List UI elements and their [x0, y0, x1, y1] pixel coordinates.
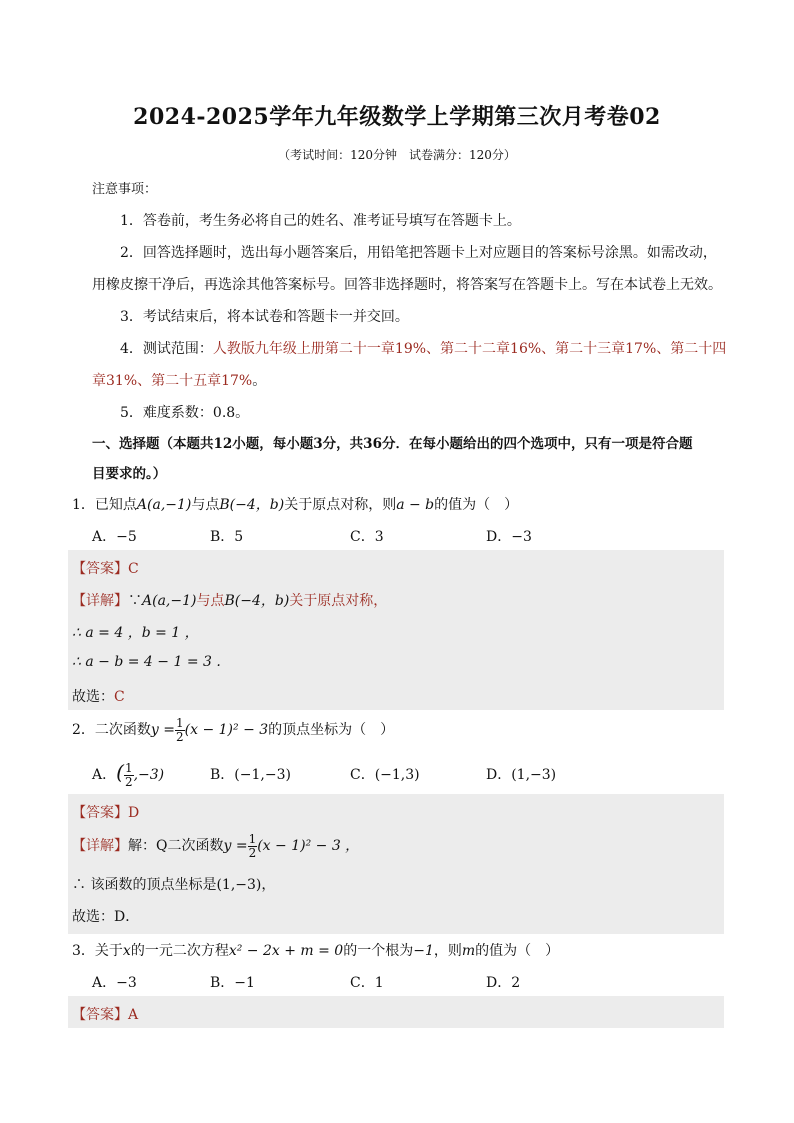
- q1-detail-point-a: A(a,−1): [142, 593, 197, 609]
- q1-stem-a: 1．已知点: [72, 497, 137, 513]
- q2-choice: 故选：D．: [72, 909, 140, 925]
- q2-detail-1: [72, 832, 359, 860]
- q1-option-a: A．−5: [92, 529, 137, 545]
- note-4-end: 。: [252, 373, 267, 389]
- q1-option-b: B．5: [210, 529, 244, 545]
- q1-stem: [72, 494, 518, 514]
- q1-detail-3: ∴ a − b = 4 − 1 = 3 .: [72, 654, 221, 670]
- q3-stem-e: 的值为（ ）: [475, 943, 560, 959]
- q2-detail-tail: (x − 1)² − 3 ，: [257, 838, 360, 854]
- q2-option-a-num: 1: [124, 760, 133, 775]
- note-1: 1．答卷前，考生务必将自己的姓名、准考证号填写在答题卡上。: [120, 213, 521, 229]
- q3-stem-a: 3．关于: [72, 943, 123, 959]
- q2-stem: [72, 716, 394, 744]
- note-3: 3．考试结束后，将本试卷和答题卡一并交回。: [120, 309, 409, 325]
- q3-option-c: C．1: [350, 975, 384, 991]
- q2-solution-block: [68, 794, 724, 934]
- q1-detail-b: 与点: [196, 593, 225, 609]
- note-4-scope-a: 人教版九年级上册第二十一章19%、第二十二章16%、第二十三章17%、第二十四: [212, 341, 727, 357]
- q3-x: x: [122, 943, 131, 959]
- q2-option-a-label: A．: [92, 767, 117, 783]
- q2-option-a-den: 2: [124, 774, 133, 789]
- q3-stem: [72, 940, 559, 960]
- q2-option-c: C．(−1,3): [350, 767, 420, 783]
- q2-detail-den: 2: [248, 845, 257, 860]
- q2-detail-2: ∴ 该函数的顶点坐标是(1,−3)，: [72, 877, 276, 893]
- q1-stem-b: 与点: [191, 497, 220, 513]
- q3-option-a: A．−3: [92, 975, 137, 991]
- q2-option-d: D．(1,−3): [486, 767, 557, 783]
- q1-point-a: A(a,−1): [136, 497, 192, 513]
- note-4-prefix: 4．测试范围：: [120, 341, 213, 357]
- q1-choice-prefix: 故选：: [72, 689, 114, 705]
- q1-detail-1: [72, 590, 387, 610]
- q3-option-d: D．2: [486, 975, 521, 991]
- exam-subtitle: （考试时间：120分钟 试卷满分：120分）: [278, 148, 516, 162]
- section-heading-2: 目要求的。）: [92, 466, 167, 482]
- section-heading-1: 一、选择题（本题共12小题，每小题3分，共36分．在每小题给出的四个选项中，只有一项是符合题: [92, 436, 693, 452]
- note-2a: 2．回答选择题时，选出每小题答案后，用铅笔把答题卡上对应题目的答案标号涂黑。如需改动，: [120, 245, 717, 261]
- q1-expr: a − b: [396, 497, 435, 513]
- q2-stem-a: 2．二次函数: [72, 722, 151, 738]
- q1-choice: [72, 686, 125, 706]
- q1-answer-value: C: [128, 561, 139, 577]
- q1-answer-tag: 【答案】: [72, 561, 128, 577]
- q3-stem-d: ，则: [433, 943, 462, 959]
- page-title: 2024-2025学年九年级数学上学期第三次月考卷02: [133, 104, 661, 130]
- q1-stem-d: 的值为（ ）: [434, 497, 519, 513]
- q2-answer-value: D: [128, 805, 140, 821]
- q2-answer-tag: 【答案】: [72, 805, 128, 821]
- note-4: [120, 338, 726, 358]
- q2-option-a-rest: ,−3): [133, 767, 165, 783]
- q3-answer: [72, 1004, 138, 1024]
- q3-answer-tag: 【答案】: [72, 1007, 128, 1023]
- q1-detail-2: ∴ a = 4 ，b = 1 ，: [72, 625, 199, 641]
- note-4-scope-b: 章31%、第二十五章17%: [92, 373, 253, 389]
- q2-option-a: [92, 758, 164, 789]
- q2-answer: [72, 802, 139, 822]
- q2-detail-text: 解：Q二次函数: [128, 838, 224, 854]
- q2-fraction: [175, 717, 185, 744]
- q1-detail-because: ∵: [128, 593, 142, 609]
- q2-option-a-open: (: [116, 760, 124, 784]
- q3-stem-c: 的一个根为: [343, 943, 414, 959]
- q2-option-b: B．(−1,−3): [210, 767, 291, 783]
- q1-choice-value: C: [114, 689, 125, 705]
- q1-answer: [72, 558, 139, 578]
- q3-solution-block: [68, 996, 724, 1028]
- q2-frac-den: 2: [176, 729, 184, 744]
- q3-root: −1: [413, 943, 434, 959]
- q2-frac-num: 1: [176, 715, 184, 730]
- q2-option-a-fraction: [124, 762, 134, 789]
- q1-detail-point-b: B(−4，b): [224, 593, 290, 609]
- q2-detail-tag: 【详解】: [72, 838, 128, 854]
- q2-detail-y: y =: [223, 838, 248, 854]
- q1-stem-c: 关于原点对称，则: [284, 497, 397, 513]
- q1-point-b: B(−4，b): [219, 497, 285, 513]
- q2-expr-tail: (x − 1)² − 3: [184, 722, 269, 738]
- note-2b: 用橡皮擦干净后，再选涂其他答案标号。回答非选择题时，将答案写在答题卡上。写在本试卷上无效。: [92, 277, 722, 293]
- q2-detail-num: 1: [248, 831, 257, 846]
- q3-m: m: [461, 943, 476, 959]
- q3-answer-value: A: [128, 1007, 139, 1023]
- q2-stem-b: 的顶点坐标为（ ）: [268, 722, 395, 738]
- q2-y: y =: [150, 722, 176, 738]
- note-5: 5．难度系数：0.8。: [120, 405, 250, 421]
- q2-detail-fraction: [248, 833, 258, 860]
- q1-detail-c: 关于原点对称，: [289, 593, 388, 609]
- q1-option-d: D．−3: [486, 529, 532, 545]
- q3-stem-b: 的一元二次方程: [130, 943, 229, 959]
- q1-detail-tag: 【详解】: [72, 593, 128, 609]
- notes-heading: 注意事项：: [92, 182, 158, 197]
- q3-option-b: B．−1: [210, 975, 255, 991]
- note-4-cont: [92, 370, 266, 390]
- q3-equation: x² − 2x + m = 0: [228, 943, 344, 959]
- q1-option-c: C．3: [350, 529, 384, 545]
